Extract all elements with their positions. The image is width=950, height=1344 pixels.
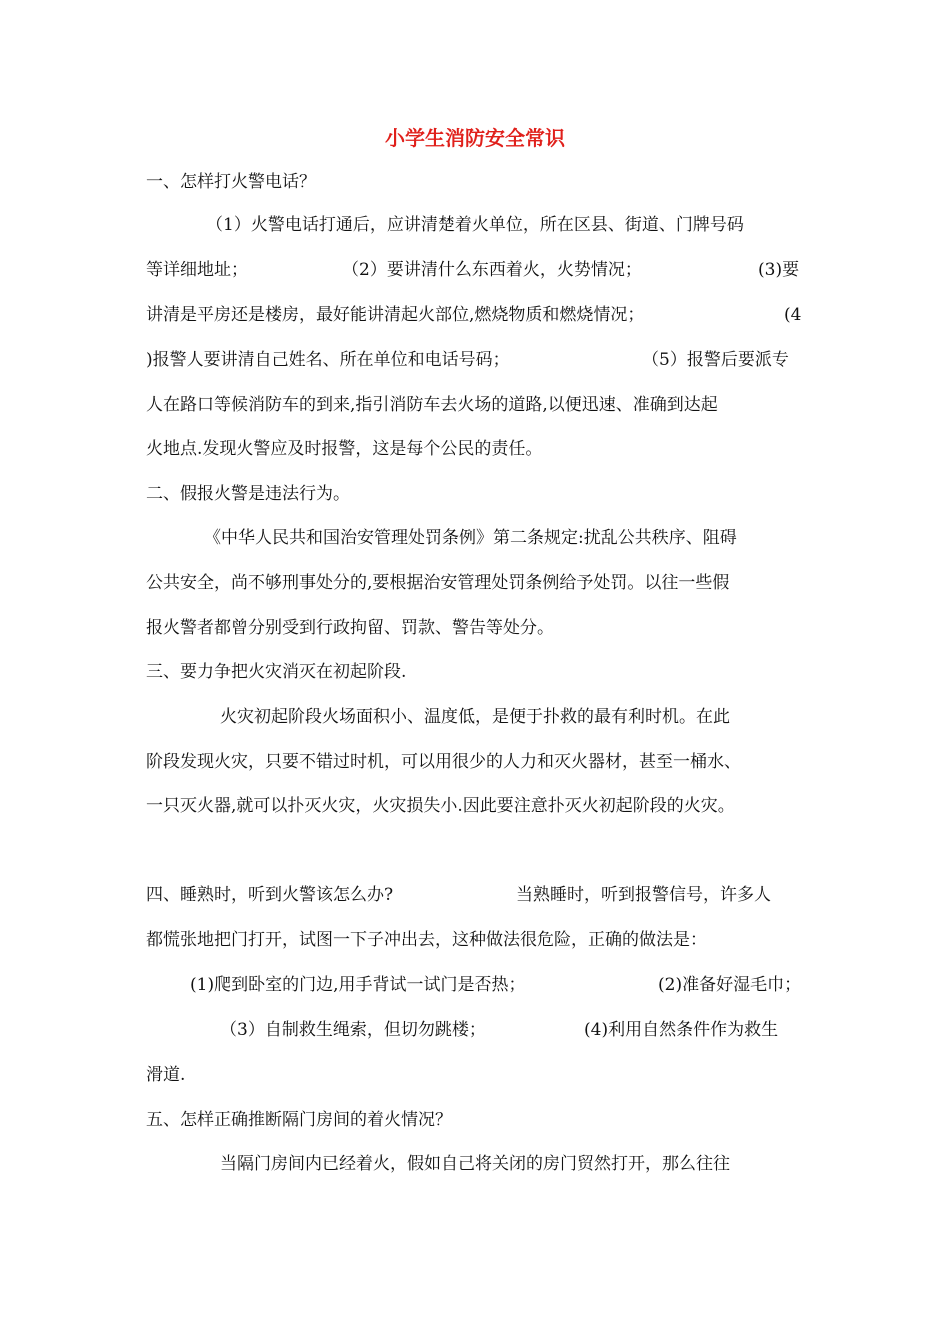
paragraph-segment: （3）自制救生绳索，但切勿跳楼； bbox=[220, 1020, 486, 1040]
paragraph-segment: （2）要讲清什么东西着火，火势情况； bbox=[342, 260, 642, 280]
heading-3: 三、要力争把火灾消灭在初起阶段. bbox=[146, 662, 407, 682]
paragraph-line: 《中华人民共和国治安管理处罚条例》第二条规定:扰乱公共秩序、阻碍 bbox=[204, 528, 737, 548]
paragraph-segment: (4 bbox=[784, 305, 802, 325]
heading-5: 五、怎样正确推断隔门房间的着火情况？ bbox=[146, 1110, 452, 1130]
paragraph-segment: 等详细地址； bbox=[146, 260, 248, 280]
paragraph-line: 阶段发现火灾，只要不错过时机，可以用很少的人力和灭火器材，甚至一桶水、 bbox=[146, 752, 741, 772]
paragraph-line: （1）火警电话打通后，应讲清楚着火单位，所在区县、街道、门牌号码 bbox=[206, 215, 744, 235]
paragraph-segment: 讲清是平房还是楼房，最好能讲清起火部位,燃烧物质和燃烧情况； bbox=[146, 305, 645, 325]
paragraph-line: 人在路口等候消防车的到来,指引消防车去火场的道路,以便迅速、准确到达起 bbox=[146, 395, 718, 415]
paragraph-segment: （5）报警后要派专 bbox=[642, 350, 789, 370]
paragraph-line: 报火警者都曾分别受到行政拘留、罚款、警告等处分。 bbox=[146, 618, 554, 638]
paragraph-segment: 当熟睡时，听到报警信号，许多人 bbox=[516, 885, 771, 905]
paragraph-segment: (2)准备好湿毛巾； bbox=[658, 975, 802, 995]
paragraph-segment: (1)爬到卧室的门边,用手背试一试门是否热； bbox=[190, 975, 526, 995]
heading-2: 二、假报火警是违法行为。 bbox=[146, 484, 350, 504]
paragraph-line: 一只灭火器,就可以扑灭火灾，火灾损失小.因此要注意扑灭火初起阶段的火灾。 bbox=[146, 796, 735, 816]
paragraph-line: 当隔门房间内已经着火，假如自己将关闭的房门贸然打开，那么往往 bbox=[220, 1154, 730, 1174]
paragraph-line: 公共安全，尚不够刑事处分的,要根据治安管理处罚条例给予处罚。以往一些假 bbox=[146, 573, 730, 593]
heading-1: 一、怎样打火警电话？ bbox=[146, 172, 316, 192]
paragraph-line: 火地点.发现火警应及时报警，这是每个公民的责任。 bbox=[146, 439, 543, 459]
document-title: 小学生消防安全常识 bbox=[385, 126, 565, 150]
heading-4: 四、睡熟时，听到火警该怎么办? bbox=[146, 885, 394, 905]
paragraph-line: 火灾初起阶段火场面积小、温度低，是便于扑救的最有利时机。在此 bbox=[220, 707, 730, 727]
paragraph-segment: )报警人要讲清自己姓名、所在单位和电话号码； bbox=[146, 350, 510, 370]
paragraph-line: 都慌张地把门打开，试图一下子冲出去，这种做法很危险，正确的做法是： bbox=[146, 930, 707, 950]
paragraph-segment: (4)利用自然条件作为救生 bbox=[584, 1020, 779, 1040]
paragraph-line: 滑道. bbox=[146, 1065, 186, 1085]
paragraph-segment: (3)要 bbox=[758, 260, 800, 280]
